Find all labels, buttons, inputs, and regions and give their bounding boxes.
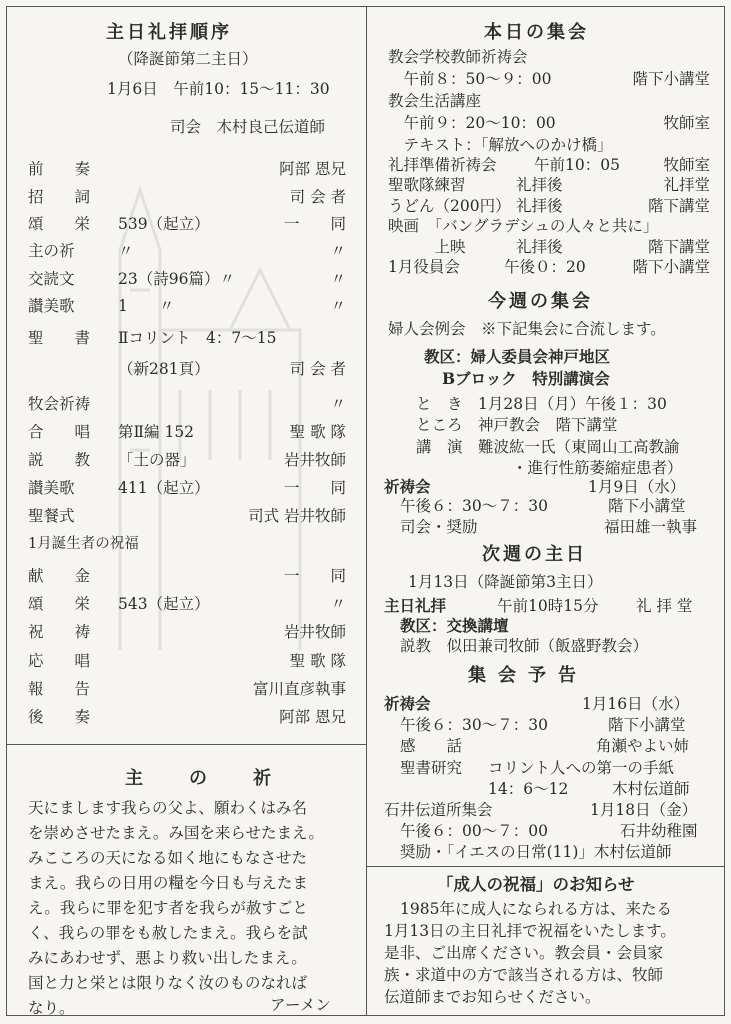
week-line1: 婦人会例会 ※下記集会に合流します。: [388, 320, 666, 338]
order-item-detail: 〃: [118, 242, 134, 260]
week-where: ところ 神戸教会 階下講堂: [416, 416, 618, 434]
upcoming-study-label: 聖書研究: [400, 759, 463, 777]
today-item: テキスト：「解放へのかけ橋」: [388, 136, 613, 154]
today-place: 階下講堂: [647, 238, 710, 256]
upcoming-study-person: 木村伝道師: [612, 780, 690, 798]
prayer-line: まえ。我らの日用の糧を今日も与えたま: [28, 874, 308, 892]
order-item-label: 招 詞: [28, 188, 91, 206]
next-title: 次週の主日: [482, 544, 587, 565]
notice-line: 伝道師までお知らせください。: [384, 988, 601, 1006]
today-time: 午後０：20: [504, 258, 586, 276]
order-item-person: 〃: [330, 297, 346, 315]
next-date: 1月13日（降誕節第3主日）: [408, 573, 603, 591]
order-item-person: 〃: [330, 242, 346, 260]
order-item-person: 〃: [330, 395, 346, 413]
week-title: 今週の集会: [488, 291, 593, 312]
today-place: 階下小講堂: [632, 258, 710, 276]
order-item-detail: 539（起立）: [118, 215, 210, 233]
next-service-time: 午前10時15分: [497, 597, 599, 615]
notice-line: 是非、ご出席ください。教会員・会員家: [384, 944, 664, 962]
today-place: 礼拝堂: [663, 176, 710, 194]
notice-line: 1985年に成人になられる方は、来たる: [400, 900, 672, 918]
today-item: 聖歌隊練習: [388, 176, 466, 194]
notice-line: 1月13日の主日礼拝で祝福をいたします。: [384, 922, 676, 940]
today-time: 礼拝後: [516, 176, 563, 194]
today-item: 教会学校教師祈祷会: [388, 48, 528, 66]
today-item: 教会生活講座: [388, 92, 482, 110]
prayer-line: え。我らに罪を犯す者を我らが赦すごと: [28, 899, 308, 917]
prayer-line: みにあわせず、悪より救い出したまえ。: [28, 949, 307, 967]
order-item-label: 牧会祈祷: [28, 395, 91, 413]
upcoming-ishii-date: 1月18日（金）: [590, 801, 698, 819]
upcoming-ishii-time: 午後６：00～７：00: [400, 822, 548, 840]
today-place: 牧師室: [663, 114, 710, 132]
order-item-person: 〃: [330, 270, 346, 288]
order-item-label: 説 教: [28, 451, 91, 469]
prayer-line: なり。: [28, 999, 75, 1017]
week-prayer-label: 祈祷会: [384, 477, 431, 496]
prayer-line: みこころの天になる如く地にもなさせた: [28, 849, 308, 867]
today-item: 上映: [388, 238, 466, 256]
order-subtitle: （降誕節第二主日）: [118, 50, 258, 68]
order-item-detail: （新281頁）: [118, 360, 210, 378]
upcoming-prayer-time: 午後６：30～７：30: [400, 716, 548, 734]
order-item-person: 一 同: [283, 479, 346, 497]
order-item-detail: 1 〃: [118, 297, 175, 315]
today-place: 牧師室: [663, 156, 710, 174]
order-title: 主日礼拝順序: [106, 22, 232, 43]
upcoming-ishii-label: 石井伝道所集会: [384, 801, 493, 819]
order-item-person: 司 会 者: [289, 188, 346, 206]
column-divider: [366, 6, 367, 1016]
order-item-label: 交読文: [28, 270, 75, 288]
order-item-label: 主の祈: [28, 242, 75, 260]
order-item-person: 阿部 恩兄: [279, 160, 346, 178]
order-item-label: 讃美歌: [28, 479, 75, 497]
upcoming-study-title: コリント人への第一の手紙: [488, 759, 675, 777]
order-item-label: 献 金: [28, 567, 91, 585]
order-datetime: 1月6日 午前10：15～11：30: [107, 80, 330, 98]
order-item-label: 聖 書: [28, 329, 91, 347]
week-prayer-place: 階下小講堂: [608, 497, 686, 515]
order-item-label: 祝 祷: [28, 623, 91, 641]
order-item-person: 阿部 恩兄: [279, 708, 346, 726]
today-time: 礼拝後: [516, 238, 563, 256]
order-item-detail: 第Ⅱ編 152: [118, 423, 195, 441]
section-rule: [6, 744, 366, 745]
notice-line: 族・求道中の方で該当される方は、牧師: [384, 966, 664, 984]
order-presider: 司会 木村良己伝道師: [170, 118, 326, 136]
order-item-person: 岩井牧師: [283, 623, 346, 641]
today-item: うどん（200円）: [388, 197, 511, 215]
order-item-detail: 543（起立）: [118, 595, 210, 613]
next-sermon: 説教 似田兼司牧師（飯盛野教会）: [400, 637, 649, 655]
upcoming-ishii-talk: 奨励・「イエスの日常(11)」木村伝道師: [400, 843, 672, 861]
order-item-person: 聖 歌 隊: [289, 423, 346, 441]
order-item-label: 後 奏: [28, 708, 91, 726]
week-prayer-lead-label: 司会・奨励: [400, 518, 478, 536]
order-item-person: 富川直彦執事: [252, 680, 346, 698]
notice-title: 「成人の祝福」のお知らせ: [437, 875, 635, 894]
upcoming-ishii-place: 石井幼稚園: [620, 822, 698, 840]
prayer-line: く、我らの罪をも赦したまえ。我らを試: [28, 924, 308, 942]
upcoming-talk-person: 角瀬やよい姉: [596, 737, 690, 755]
today-item: 映画 「バングラデシュの人々と共に」: [388, 217, 659, 235]
today-place: 階下小講堂: [632, 70, 710, 88]
today-item: 午前８：50～９：00: [388, 70, 552, 88]
today-item: 1月役員会: [388, 258, 460, 276]
order-item-label: 報 告: [28, 680, 91, 698]
prayer-title: 主 の 祈: [125, 768, 285, 789]
order-item-label: 応 唱: [28, 652, 91, 670]
order-item-detail: 23（詩96篇）〃: [118, 270, 235, 288]
today-place: 階下講堂: [647, 197, 710, 215]
upcoming-study-ref: 14：6～12: [488, 780, 569, 798]
notice-rule: [366, 866, 725, 867]
week-speaker: 講 演 難波紘一氏（東岡山工高教諭: [416, 438, 680, 456]
prayer-line: 国と力と栄とは限りなく汝のものなれば: [28, 974, 308, 992]
week-prayer-leader: 福田雄一執事: [604, 518, 698, 536]
next-service-label: 主日礼拝: [384, 596, 447, 615]
today-time: 午前10：05: [534, 156, 620, 174]
next-exchange: 教区：交換講壇: [400, 616, 509, 635]
week-prayer-time: 午後６：30～７：30: [400, 497, 548, 515]
prayer-line: 天にまします我らの父よ、願わくはみ名: [28, 799, 308, 817]
order-item-person: 一 同: [283, 215, 346, 233]
order-item-detail: Ⅱコリント 4：7～15: [118, 329, 277, 347]
today-item: 午前９：20～10：00: [388, 114, 556, 132]
order-item-label: 合 唱: [28, 423, 91, 441]
upcoming-title: 集会予告: [468, 665, 588, 686]
order-item-person: 一 同: [283, 567, 346, 585]
order-item-label: 頌 栄: [28, 595, 91, 613]
prayer-amen: アーメン: [270, 996, 331, 1014]
order-item-person: 司式 岩井牧師: [248, 507, 346, 525]
order-item-label: 讃美歌: [28, 297, 75, 315]
order-item-person: 岩井牧師: [283, 451, 346, 469]
week-when: と き 1月28日（月）午後１：30: [416, 395, 667, 413]
order-item-label: 1月誕生者の祝福: [28, 536, 139, 552]
week-district: 教区：婦人委員会神戸地区: [424, 347, 611, 366]
today-time: 礼拝後: [516, 197, 563, 215]
week-prayer-date: 1月9日（水）: [588, 478, 686, 496]
week-speaker-2: ・進行性筋萎縮症患者）: [512, 459, 683, 477]
order-item-person: 聖 歌 隊: [289, 652, 346, 670]
next-service-place: 礼 拝 堂: [636, 597, 693, 615]
order-item-person: 司 会 者: [289, 360, 346, 378]
order-item-person: 〃: [330, 595, 346, 613]
order-item-label: 聖餐式: [28, 507, 75, 525]
upcoming-prayer-label: 祈祷会: [384, 694, 431, 713]
upcoming-prayer-place: 階下小講堂: [608, 716, 686, 734]
order-item-detail: 411（起立）: [118, 479, 210, 497]
week-block: Bブロック 特別講演会: [442, 369, 610, 388]
prayer-line: を崇めさせたまえ。み国を来らせたまえ。: [28, 824, 324, 842]
order-item-detail: 「土の器」: [118, 451, 196, 469]
today-item: 礼拝準備祈祷会: [388, 156, 497, 174]
order-item-label: 頌 栄: [28, 215, 91, 233]
today-title: 本日の集会: [484, 22, 589, 43]
upcoming-talk-label: 感 話: [400, 737, 463, 755]
upcoming-prayer-date: 1月16日（水）: [582, 695, 690, 713]
order-item-label: 前 奏: [28, 160, 91, 178]
